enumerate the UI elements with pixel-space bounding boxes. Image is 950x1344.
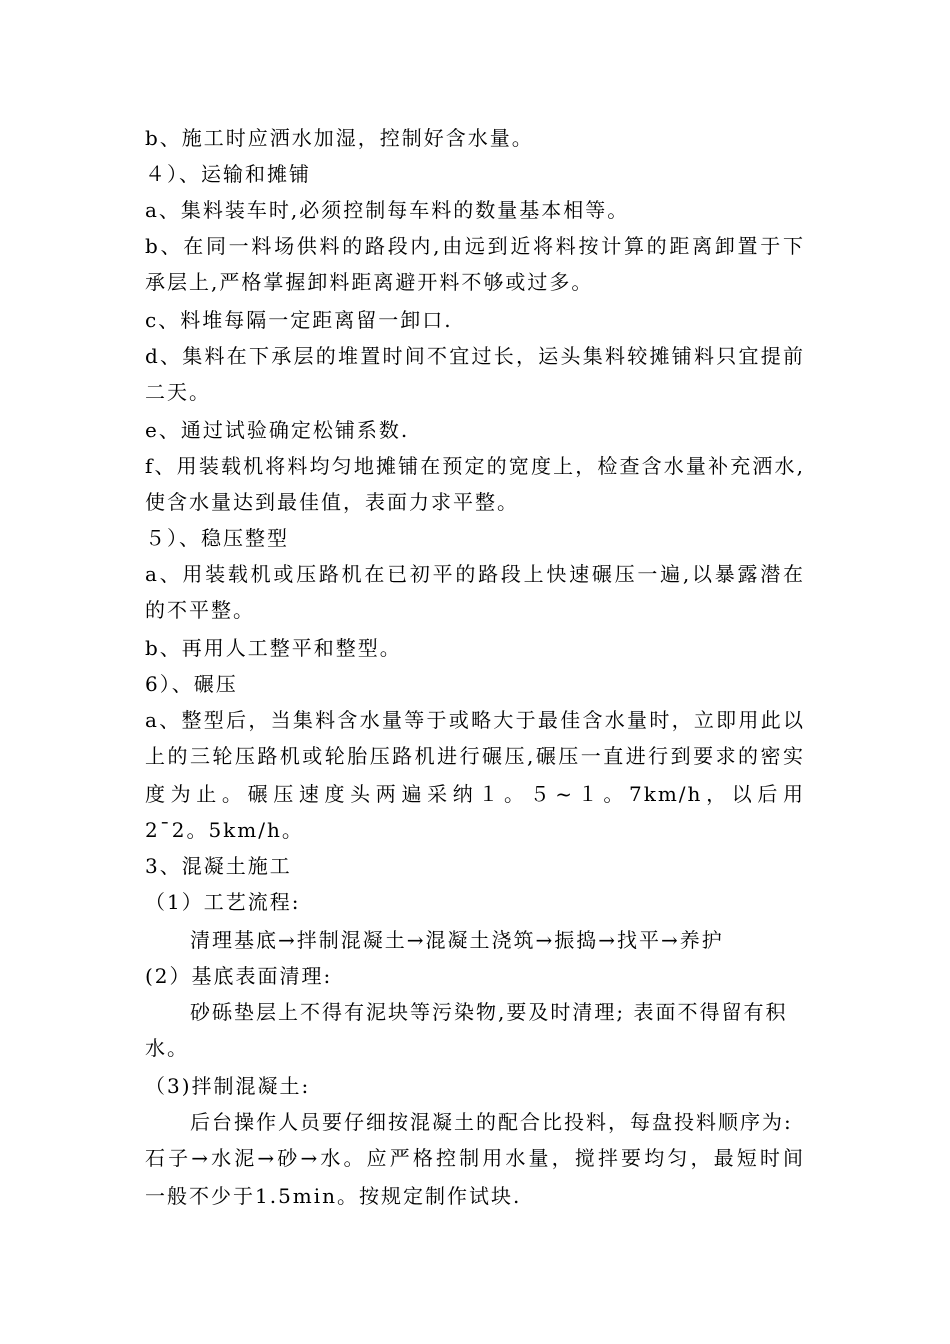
text-line: 砂砾垫层上不得有泥块等污染物,要及时清理; 表面不得留有积 xyxy=(190,1000,788,1024)
section-heading: 3、混凝土施工 xyxy=(145,854,292,878)
text-line: b、施工时应洒水加湿，控制好含水量。 xyxy=(145,126,534,150)
section-heading: ４）、运输和摊铺 xyxy=(145,162,311,186)
text-line: 水。 xyxy=(145,1036,189,1060)
text-line: 一般不少于1.5min。按规定制作试块. xyxy=(145,1184,522,1208)
text-line: c、料堆每隔一定距离留一卸口. xyxy=(145,308,453,332)
text-line: e、通过试验确定松铺系数. xyxy=(145,418,410,442)
subsection-heading: （1）工艺流程: xyxy=(145,890,301,914)
text-line: 上的三轮压路机或轮胎压路机进行碾压,碾压一直进行到要求的密实 xyxy=(145,744,805,768)
text-line: d、集料在下承层的堆置时间不宜过长，运头集料较摊铺料只宜提前 xyxy=(145,344,805,368)
section-heading: 6）、碾压 xyxy=(145,672,238,696)
text-line: b、再用人工整平和整型。 xyxy=(145,636,402,660)
subsection-heading: (2）基底表面清理: xyxy=(145,964,333,988)
text-line: a、用装载机或压路机在已初平的路段上快速碾压一遍,以暴露潜在 xyxy=(145,562,805,586)
text-line: 石子→水泥→砂→水。应严格控制用水量，搅拌要均匀，最短时间 xyxy=(145,1146,805,1170)
text-line: f、用装载机将料均匀地摊铺在预定的宽度上，检查含水量补充洒水, xyxy=(145,454,805,478)
text-line: a、集料装车时,必须控制每车料的数量基本相等。 xyxy=(145,198,630,222)
subsection-heading: （3)拌制混凝土: xyxy=(145,1074,311,1098)
text-line: b、在同一料场供料的路段内,由远到近将料按计算的距离卸置于下 xyxy=(145,234,805,258)
text-line: 二天。 xyxy=(145,380,211,404)
section-heading: ５）、稳压整型 xyxy=(145,526,289,550)
process-flow: 清理基底→拌制混凝土→混凝土浇筑→振捣→找平→养护 xyxy=(190,928,724,952)
text-line: 的不平整。 xyxy=(145,598,255,622)
text-line: 度为止。碾压速度头两遍采纳１。５~１。7km/h，以后用 xyxy=(145,782,805,806)
text-line: 2¯2。5km/h。 xyxy=(145,818,304,842)
text-line: 后台操作人员要仔细按混凝土的配合比投料，每盘投料顺序为: xyxy=(190,1110,793,1134)
text-line: a、整型后，当集料含水量等于或略大于最佳含水量时，立即用此以 xyxy=(145,708,805,732)
text-line: 使含水量达到最佳值，表面力求平整。 xyxy=(145,490,519,514)
text-line: 承层上,严格掌握卸料距离避开料不够或过多。 xyxy=(145,270,594,294)
